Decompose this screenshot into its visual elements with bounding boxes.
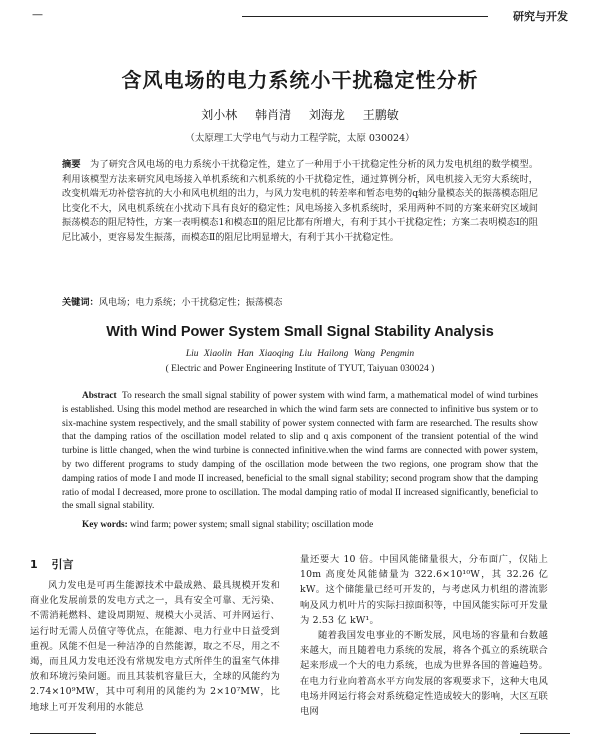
body-column-left xyxy=(30,556,280,715)
body-paragraph: 量还要大 10 倍。中国风能储量很大，分布面广，仅陆上 10m 高度处风能储量为 322.6×10¹⁰W，其 32.26 亿 kW。这个储能量已经可开发的，与考虑风力机组的潜流影响及风力机叶片的实际扫掠面积等，中国风能实际可开发量为 2.53 亿 kW¹。 xyxy=(300,554,548,626)
affiliation-chinese: （太原理工大学电气与动力工程学院，太原 030024） xyxy=(185,133,415,144)
header-rule xyxy=(242,16,488,17)
keywords-cn-label: 关键词： xyxy=(62,297,99,308)
title-chinese: 含风电场的电力系统小干扰稳定性分析 xyxy=(121,68,479,92)
keywords-cn-text: 风电场；电力系统；小干扰稳定性；振荡模态 xyxy=(98,297,283,308)
affiliation-english: ( Electric and Power Engineering Institute of TYUT, Taiyuan 030024 ) xyxy=(165,364,435,374)
abstract-cn-label: 摘要 xyxy=(62,159,81,170)
title-english: With Wind Power System Small Signal Stability Analysis xyxy=(106,324,494,340)
section-label: 研究与开发 xyxy=(513,10,568,23)
abstract-english xyxy=(62,390,538,514)
running-header xyxy=(32,8,568,24)
body-paragraph: 随着我国发电事业的不断发展，风电场的容量和台数越来越大，而且随着电力系统的发展，将各个孤立的系统联合起来形成一个大的电力系统，也成为世界各国的普遍趋势。在电力行业向着高水平方向发展的客观要求下，这种大电风电场并网运行将会对系统稳定性造成较大的影响，大区互联电网 xyxy=(300,630,548,718)
abstract-en-label: Abstract xyxy=(82,391,117,401)
keywords-en-label: Key words: xyxy=(82,520,128,530)
authors-chinese: 刘小林 韩肖清 刘海龙 王鹏敏 xyxy=(201,108,399,122)
keywords-chinese xyxy=(62,294,538,308)
body-paragraph: 风力发电是可再生能源技术中最成熟、最具规模开发和商业化发展前景的发电方式之一，具有安全可靠、无污染、不需消耗燃料、建设周期短、规模大小灵活、可并网运行、运行时无需人员值守等优点，在能源、电力行业中日益受到重视。风能不但是一种洁净的自然能源，取之不尽，用之不竭，而且风力发电还没有常规发电方式所伴生的温室气体排放和环境污染问题。而且其装机容量巨大，全球的风能约为 2.74×10⁹MW，其中可利用的风能约为 2×10⁷MW，比地球上可开发利用的水能总 xyxy=(30,580,280,713)
footer-rule-left xyxy=(30,733,96,734)
authors-english: Liu Xiaolin Han Xiaoqing Liu Hailong Wang Pengmin xyxy=(185,349,415,359)
abstract-chinese xyxy=(62,158,538,246)
abstract-en-text: To research the small signal stability of power system with wind farm, a mathematical model of wind turbines is established. Using this model method are researched in which the wind farm sets are connected to infinitive bus system or to six-machine system respectively, and the small stability of power system connected with farm are researched. The results show that the damping ratios of the oscillation model related to slip and q axis component of the transient potential of the wind turbine is little changed, when the wind turbine is connected infinitive.when the wind farms are connected with power system, by two different programs to study damping of the oscillation mode between the two regions, one program show that the damping ratios of mode I and mode II increased, beneficial to the small signal stability; second program show that the damping ratio of modal I decreased, more prone to oscillation. The modal damping ratio of modal II increased significantly, beneficial to the small signal stability. xyxy=(62,391,538,512)
abstract-cn-text: 为了研究含风电场的电力系统小干扰稳定性，建立了一种用于小干扰稳定性分析的风力发电机组的数学模型。利用该模型方法来研究风电场接入单机系统和六机系统的小干扰稳定性，通过算例分析，风电机接入无穷大系统时，改变机端无功补偿容抗的大小和风电机组的出力，与风力发电机的转差率和暂态电势的q轴分量模态关的振荡模态阻尼比变化不大，风电机系统在小扰动下具有良好的稳定性；风电场接入多机系统时，采用两种不同的方案来研究区域间振荡模态的阻尼特性，方案一表明模态1和模态Ⅱ的阻尼比都有所增大，有利于其小干扰稳定性；方案二表明模态Ⅰ的阻尼比减小，更容易发生振荡，而模态Ⅱ的阻尼比明显增大，有利于其小干扰稳定性。 xyxy=(62,159,539,243)
footer-rule-right xyxy=(520,733,570,734)
keywords-en-text: wind farm; power system; small signal stability; oscillation mode xyxy=(130,520,374,530)
section-heading-introduction: 1 引言 xyxy=(30,558,74,571)
body-column-right xyxy=(300,552,548,719)
page-mark: — xyxy=(32,8,43,21)
keywords-english xyxy=(62,520,538,530)
